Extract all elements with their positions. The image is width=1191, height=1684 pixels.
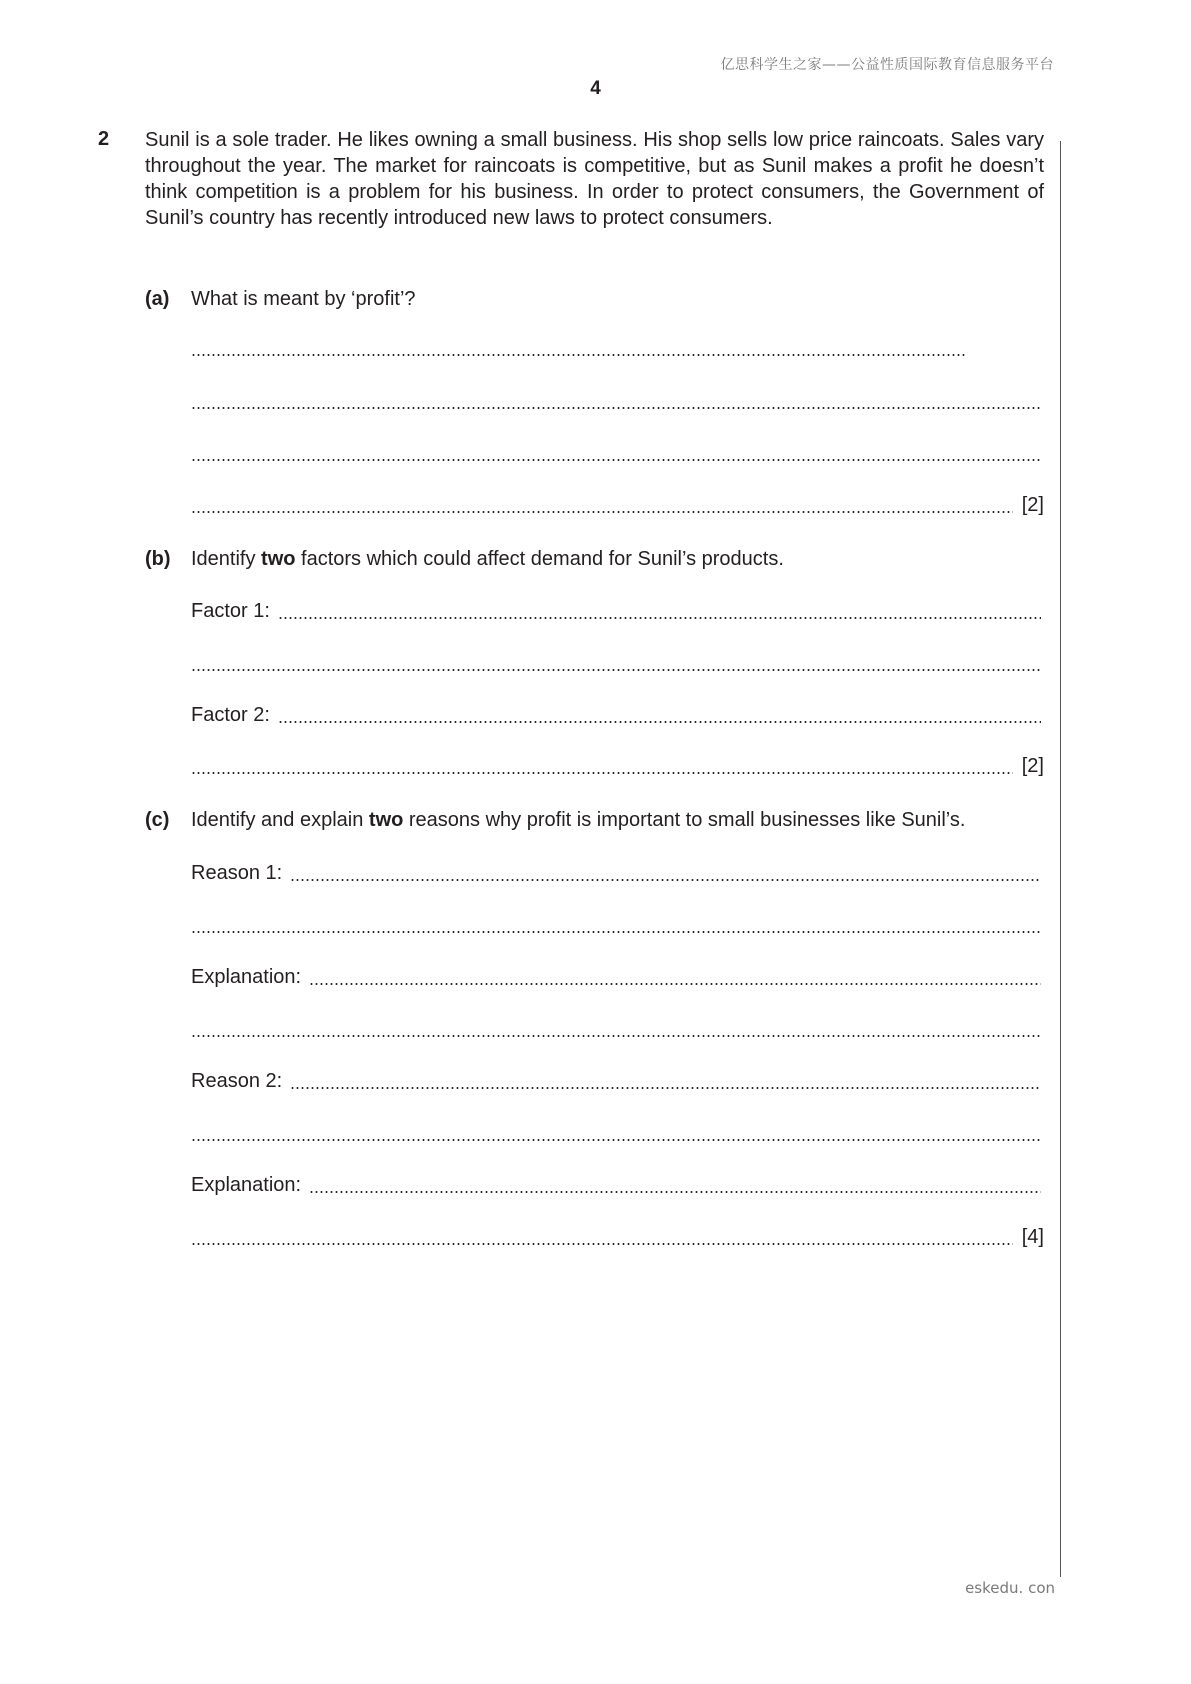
- answer-line-b4[interactable]: [191, 753, 1044, 777]
- part-c-question: Identify and explain two reasons why profit is important to small businesses like Sunil’s.: [191, 809, 966, 831]
- answer-line-factor-1[interactable]: [191, 598, 1041, 622]
- answer-line-explanation-1[interactable]: [191, 964, 1041, 988]
- answer-line-c8[interactable]: [191, 1224, 1044, 1248]
- part-b-marks: [2]: [1021, 755, 1044, 777]
- answer-line-c2[interactable]: [191, 912, 1041, 936]
- part-a-marks: [2]: [1021, 494, 1044, 516]
- answer-line-explanation-2[interactable]: [191, 1172, 1041, 1196]
- part-b-label: (b): [145, 548, 171, 570]
- answer-line-c4[interactable]: [191, 1016, 1041, 1040]
- answer-line-b2[interactable]: [191, 650, 1041, 674]
- part-a-label: (a): [145, 288, 170, 310]
- answer-line-factor-2[interactable]: [191, 702, 1041, 726]
- factor-1-label: Factor 1:: [191, 600, 270, 622]
- part-a-question: What is meant by ‘profit’?: [191, 288, 416, 310]
- question-stem: Sunil is a sole trader. He likes owning a small business. His shop sells low price raincoats. Sales vary throughout the year. The market for raincoats is competitive, but as Sunil makes a profit he doesn’t think competition is a problem for his business. In order to protect consumers, the Government of Sunil’s country has recently introduced new laws to protect consumers.: [145, 129, 1044, 229]
- answer-line-a4[interactable]: [191, 492, 1044, 516]
- reason-1-label: Reason 1:: [191, 862, 283, 884]
- answer-line-a1[interactable]: [191, 335, 965, 359]
- factor-2-label: Factor 2:: [191, 704, 270, 726]
- answer-line-reason-2[interactable]: [191, 1068, 1041, 1092]
- page-number: 4: [590, 78, 601, 99]
- header-watermark: 亿思科学生之家——公益性质国际教育信息服务平台: [720, 57, 1054, 73]
- margin-rule: [1060, 141, 1061, 1577]
- answer-line-a3[interactable]: [191, 440, 1041, 464]
- question-number: 2: [98, 128, 110, 150]
- part-c-marks: [4]: [1021, 1226, 1044, 1248]
- explanation-2-label: Explanation:: [191, 1174, 302, 1196]
- explanation-1-label: Explanation:: [191, 966, 302, 988]
- answer-line-c6[interactable]: [191, 1120, 1041, 1144]
- reason-2-label: Reason 2:: [191, 1070, 283, 1092]
- part-c-label: (c): [145, 809, 170, 831]
- part-b-question: Identify two factors which could affect demand for Sunil’s products.: [191, 548, 784, 570]
- answer-line-reason-1[interactable]: [191, 860, 1041, 884]
- answer-line-a2[interactable]: [191, 388, 1041, 412]
- footer-watermark: eskedu. con: [965, 1579, 1055, 1597]
